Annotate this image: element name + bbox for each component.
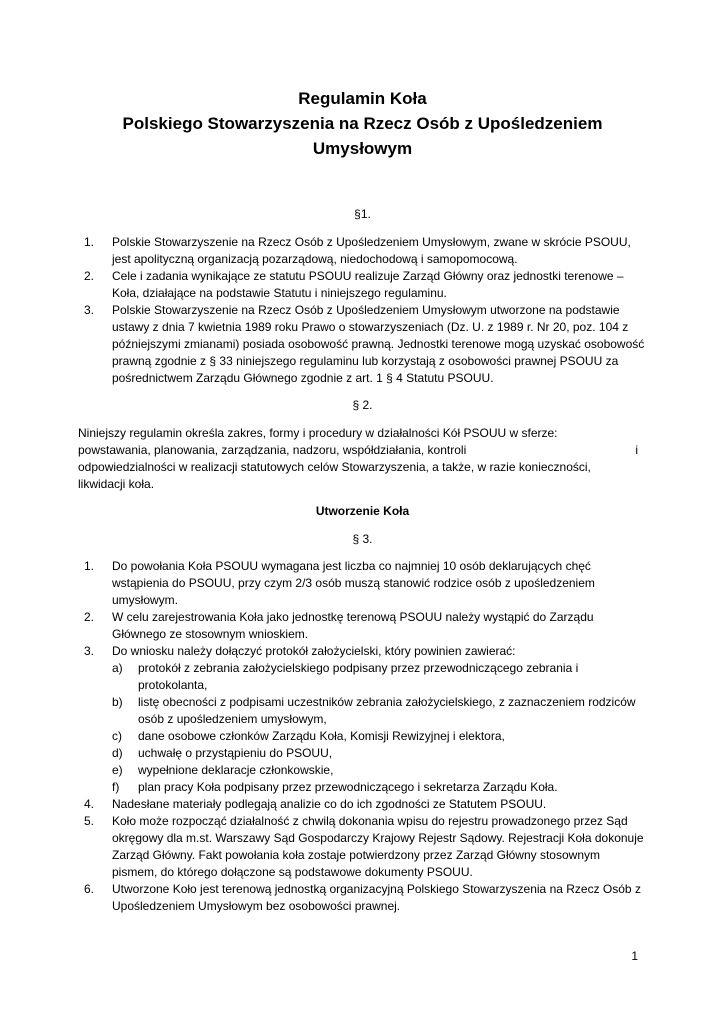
list-item: [76, 302, 646, 387]
sub-list-letter: e): [112, 763, 123, 777]
list-item: [76, 234, 646, 268]
sub-list-item: [112, 745, 646, 762]
section-2-heading: § 2.: [352, 398, 373, 412]
list-item: [76, 609, 646, 643]
title-line-2: Polskiego Stowarzyszenia na Rzecz Osób z Upośledzeniem: [122, 114, 603, 133]
list-item-text: Polskie Stowarzyszenie na Rzecz Osób z Upośledzeniem Umysłowym utworzone na podstawie ustawy z dnia 7 kwietnia 1989 roku Prawo o stowarzyszeniach (Dz. U. z 1989 r. Nr 20, poz. 104 z późniejszymi zmianami) posiada osobowość prawną. Jednostki terenowe mogą uzyskać osobowość prawną zgodnie z § 33 niniejszego regulaminu lub korzystają z osobowości prawnej PSOUU za pośrednictwem Zarządu Głównego zgodnie z art. 1 § 4 Statutu PSOUU.: [112, 303, 645, 385]
section-3-heading: § 3.: [352, 532, 373, 546]
list-item-text: Utworzone Koło jest terenową jednostką organizacyjną Polskiego Stowarzyszenia na Rzecz Osób z Upośledzeniem Umysłowym bez osobowości prawnej.: [112, 882, 641, 913]
sub-list-item: [112, 762, 646, 779]
sub-list-letter: a): [112, 661, 123, 675]
sub-list-text: dane osobowe członków Zarządu Koła, Komisji Rewizyjnej i elektora,: [138, 729, 505, 743]
list-item-number: 3.: [84, 644, 95, 658]
sub-list-item: [112, 728, 646, 745]
sub-list-letter: c): [112, 729, 122, 743]
sub-list-letter: d): [112, 746, 123, 760]
paragraph-line-text: powstawania, planowania, zarządzania, nadzoru, współdziałania, kontroli: [78, 443, 467, 457]
sub-list-text: listę obecności z podpisami uczestników zebrania założycielskiego, z zaznaczeniem rodziców osób z upośledzeniem umysłowym,: [138, 695, 636, 726]
list-item-text: W celu zarejestrowania Koła jako jednostkę terenową PSOUU należy wystąpić do Zarządu Głównego ze stosownym wnioskiem.: [112, 610, 594, 641]
list-item-number: 4.: [84, 797, 95, 811]
list-item-text: Do wniosku należy dołączyć protokół założycielski, który powinien zawierać:: [112, 644, 516, 658]
title-line-1: Regulamin Koła: [298, 89, 427, 108]
sub-list-text: plan pracy Koła podpisany przez przewodniczącego i sekretarza Zarządu Koła.: [138, 780, 558, 794]
subheading-utworzenie-kola: Utworzenie Koła: [315, 504, 410, 518]
list-item-number: 5.: [84, 814, 95, 828]
title-line-3: Umysłowym: [312, 139, 413, 158]
section-2-paragraph: [78, 425, 646, 493]
list-item: [76, 813, 646, 881]
sub-list-item: [112, 660, 646, 694]
sub-list-letter: f): [112, 780, 120, 794]
sub-list-letter: b): [112, 695, 123, 709]
list-item: [76, 881, 646, 915]
paragraph-line-end: i: [635, 443, 638, 457]
list-item-text: Do powołania Koła PSOUU wymagana jest liczba co najmniej 10 osób deklarujących chęć wstąpienia do PSOUU, przy czym 2/3 osób muszą stanowić rodzice osób z upośledzeniem umysłowym.: [112, 559, 595, 607]
sub-list-text: protokół z zebrania założycielskiego podpisany przez przewodniczącego zebrania i protokolanta,: [138, 661, 579, 692]
paragraph-line: likwidacji koła.: [78, 477, 155, 491]
list-item-number: 1.: [84, 235, 95, 249]
paragraph-line: odpowiedzialności w realizacji statutowych celów Stowarzyszenia, a także, w razie konieczności,: [78, 460, 591, 474]
list-item-number: 3.: [84, 303, 95, 317]
list-item-number: 2.: [84, 269, 95, 283]
list-item-number: 6.: [84, 882, 95, 896]
list-item-number: 2.: [84, 610, 95, 624]
list-item: [76, 558, 646, 609]
list-item-text: Cele i zadania wynikające ze statutu PSOUU realizuje Zarząd Główny oraz jednostki terenowe – Koła, działające na podstawie Statutu i niniejszego regulaminu.: [112, 269, 624, 300]
list-item-text: Koło może rozpocząć działalność z chwilą dokonania wpisu do rejestru prowadzonego przez Sąd okręgowy dla m.st. Warszawy Sąd Gospodarczy Krajowy Rejestr Sądowy. Rejestracji Koła dokonuje Zarząd Główny. Fakt powołania koła zostaje potwierdzony przez Zarząd Główny stosownym pismem, do którego dołączone są podstawowe dokumenty PSOUU.: [112, 814, 644, 879]
sub-list-text: uchwałę o przystąpieniu do PSOUU,: [138, 746, 333, 760]
list-item: [76, 268, 646, 302]
sub-list-text: wypełnione deklaracje członkowskie,: [138, 763, 334, 777]
list-item: [76, 796, 646, 813]
paragraph-line: [78, 442, 646, 459]
list-item-text: Polskie Stowarzyszenie na Rzecz Osób z Upośledzeniem Umysłowym, zwane w skrócie PSOUU, jest apolityczną organizacją pozarządową, niedochodową i samopomocową.: [112, 235, 631, 266]
list-item: [76, 643, 646, 796]
section-3-list: [76, 558, 646, 915]
document-title: [0, 86, 725, 161]
page-number: 1: [631, 949, 638, 963]
sub-list-item: [112, 694, 646, 728]
section-1-list: [76, 234, 646, 387]
sub-list: [112, 660, 646, 796]
list-item-number: 1.: [84, 559, 95, 573]
paragraph-line: Niniejszy regulamin określa zakres, formy i procedury w działalności Kół PSOUU w sferze:: [78, 426, 558, 440]
list-item-text: Nadesłane materiały podlegają analizie co do ich zgodności ze Statutem PSOUU.: [112, 797, 547, 811]
sub-list-item: [112, 779, 646, 796]
section-1-heading: §1.: [354, 207, 371, 221]
